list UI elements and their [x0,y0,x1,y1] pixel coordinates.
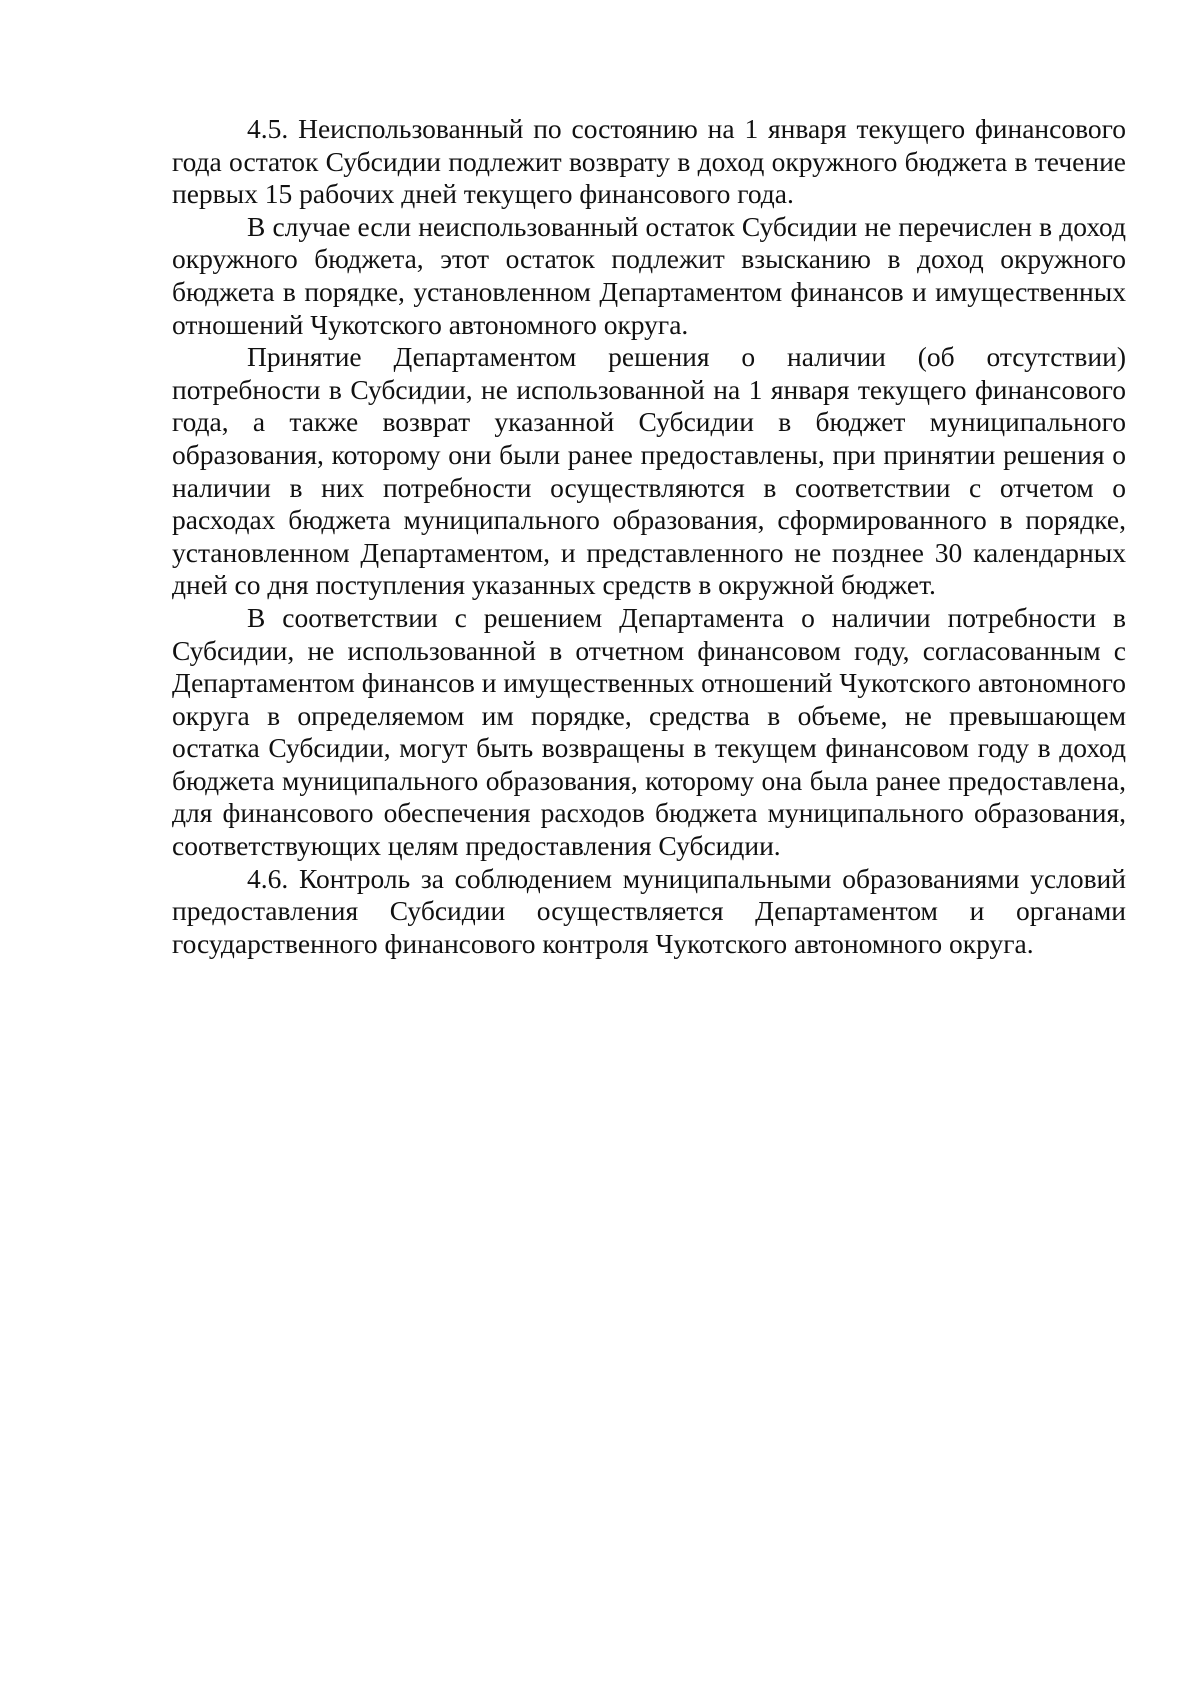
paragraph-unused-balance-recovery: В случае если неиспользованный остаток Субсидии не перечислен в доход окружного бюджета, этот остаток подлежит взысканию в доход окружного бюджета в порядке, установленном Департаментом финансов и имущественных отношений Чукотского автономного округа. [172,210,1126,340]
document-body [172,113,1126,960]
paragraph-4-5: 4.5. Неиспользованный по состоянию на 1 января текущего финансового года остаток Субсидии подлежит возврату в доход окружного бюджета в течение первых 15 рабочих дней текущего финансового года. [172,113,1126,210]
paragraph-need-decision: Принятие Департаментом решения о наличии (об отсутствии) потребности в Субсидии, не использованной на 1 января текущего финансового года, а также возврат указанной Субсидии в бюджет муниципального образования, которому они были ранее предоставлены, при принятии решения о наличии в них потребности осуществляются в соответствии с отчетом о расходах бюджета муниципального образования, сформированного в порядке, установленном Департаментом, и представленного не позднее 30 календарных дней со дня поступления указанных средств в окружной бюджет. [172,341,1126,601]
paragraph-return-of-funds: В соответствии с решением Департамента о наличии потребности в Субсидии, не использованной в отчетном финансовом году, согласованным с Департаментом финансов и имущественных отношений Чукотского автономного округа в определяемом им порядке, средства в объеме, не превышающем остатка Субсидии, могут быть возвращены в текущем финансовом году в доход бюджета муниципального образования, которому она была ранее предоставлена, для финансового обеспечения расходов бюджета муниципального образования, соответствующих целям предоставления Субсидии. [172,601,1126,862]
paragraph-4-6: 4.6. Контроль за соблюдением муниципальными образованиями условий предоставления Субсидии осуществляется Департаментом и органами государственного финансового контроля Чукотского автономного округа. [172,862,1126,959]
